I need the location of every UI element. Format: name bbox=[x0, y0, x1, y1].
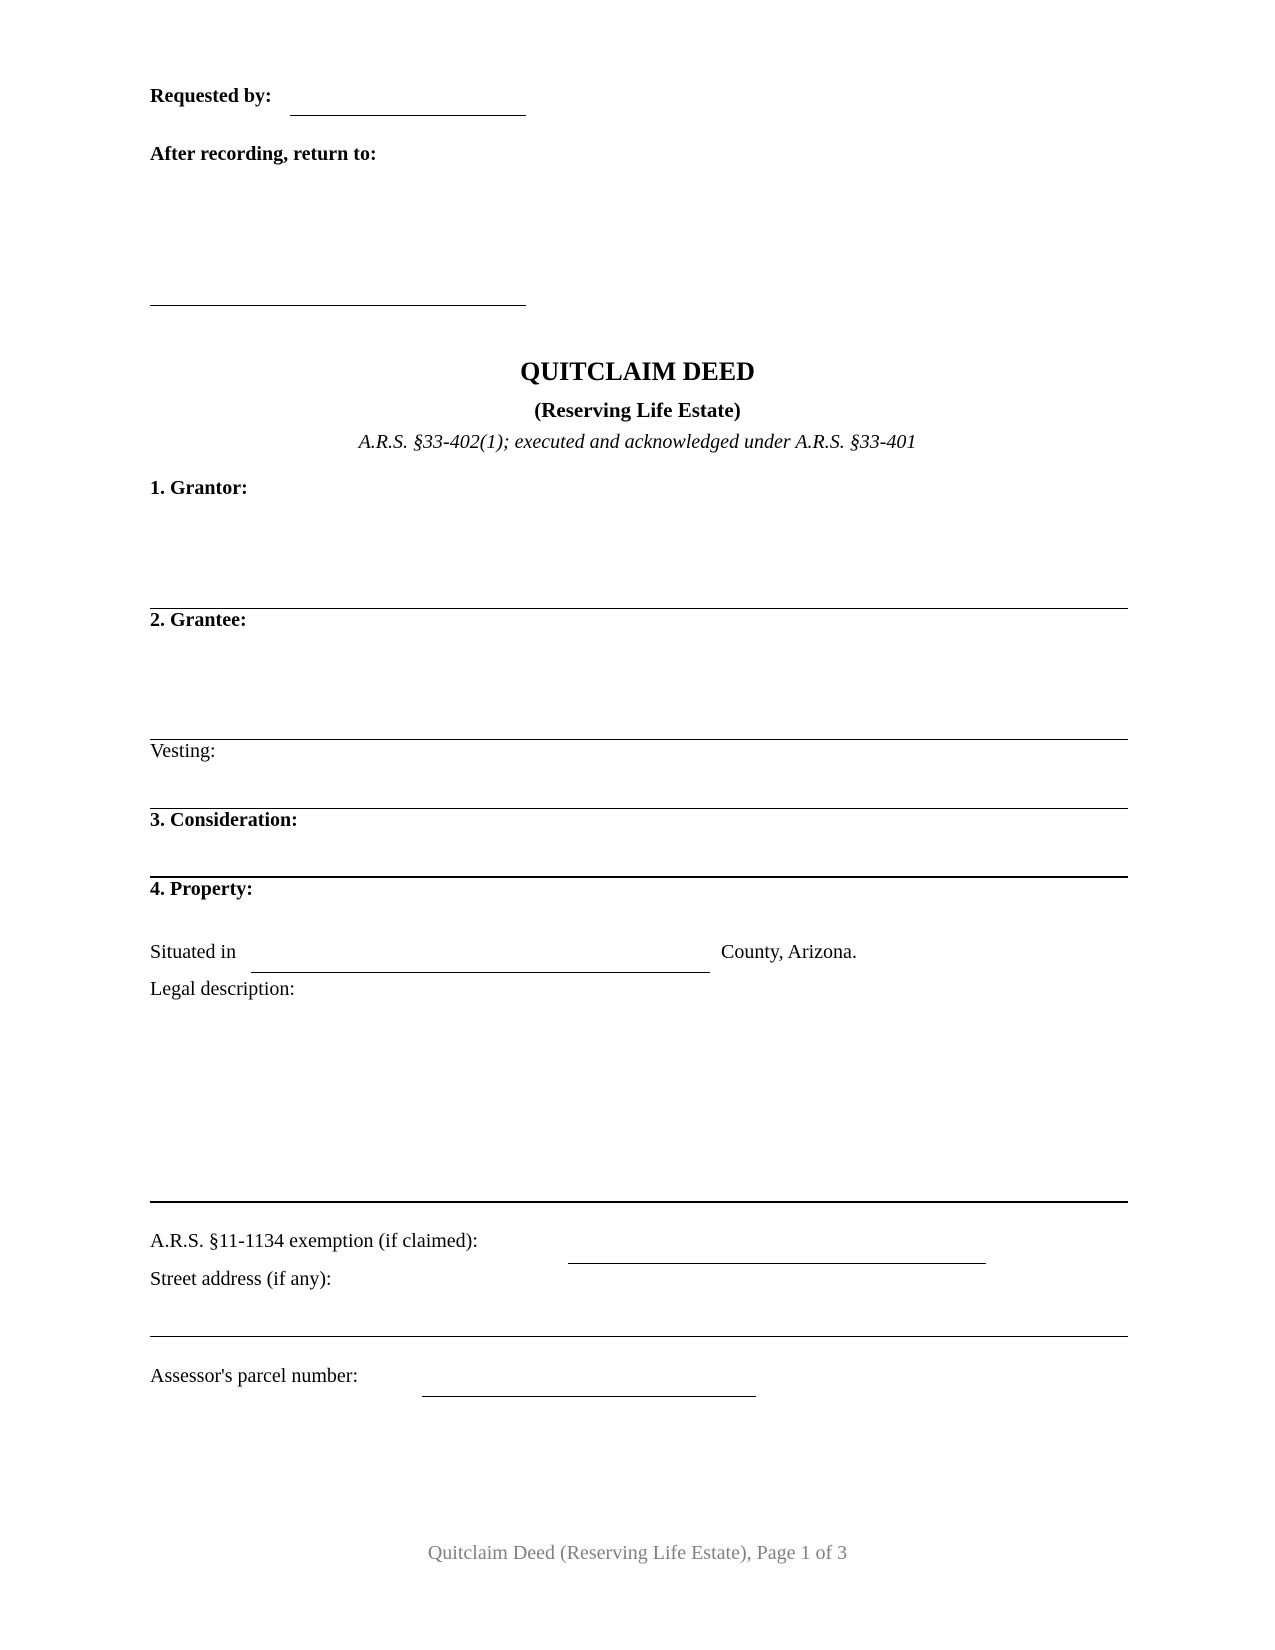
grantee-label: 2. Grantee: bbox=[150, 609, 247, 631]
consideration-field[interactable] bbox=[150, 876, 1128, 878]
property-label: 4. Property: bbox=[150, 878, 253, 900]
requested-by-field[interactable] bbox=[290, 115, 526, 116]
document-subtitle: (Reserving Life Estate) bbox=[534, 398, 741, 422]
document-title: QUITCLAIM DEED bbox=[520, 357, 755, 386]
statute-reference: A.R.S. §33-402(1); executed and acknowledged under A.R.S. §33-401 bbox=[358, 431, 917, 453]
county-field[interactable] bbox=[251, 972, 710, 973]
grantor-label: 1. Grantor: bbox=[150, 477, 248, 499]
parcel-number-label: Assessor's parcel number: bbox=[150, 1365, 358, 1387]
parcel-number-field[interactable] bbox=[422, 1396, 756, 1397]
return-to-field[interactable] bbox=[150, 305, 526, 306]
exemption-label: A.R.S. §11-1134 exemption (if claimed): bbox=[150, 1230, 478, 1252]
requested-by-label: Requested by: bbox=[150, 85, 272, 107]
grantee-field[interactable] bbox=[150, 739, 1128, 740]
page-footer: Quitclaim Deed (Reserving Life Estate), Page 1 of 3 bbox=[427, 1542, 848, 1564]
consideration-label: 3. Consideration: bbox=[150, 809, 298, 831]
county-suffix-label: County, Arizona. bbox=[721, 941, 857, 963]
grantor-field[interactable] bbox=[150, 608, 1128, 609]
vesting-label: Vesting: bbox=[150, 740, 216, 762]
street-address-field[interactable] bbox=[150, 1336, 1128, 1337]
legal-description-label: Legal description: bbox=[150, 978, 295, 1000]
situated-in-label: Situated in bbox=[150, 941, 237, 963]
street-address-label: Street address (if any): bbox=[150, 1268, 332, 1290]
exemption-field[interactable] bbox=[568, 1263, 986, 1264]
return-to-label: After recording, return to: bbox=[150, 143, 377, 165]
legal-description-field[interactable] bbox=[150, 1201, 1128, 1203]
